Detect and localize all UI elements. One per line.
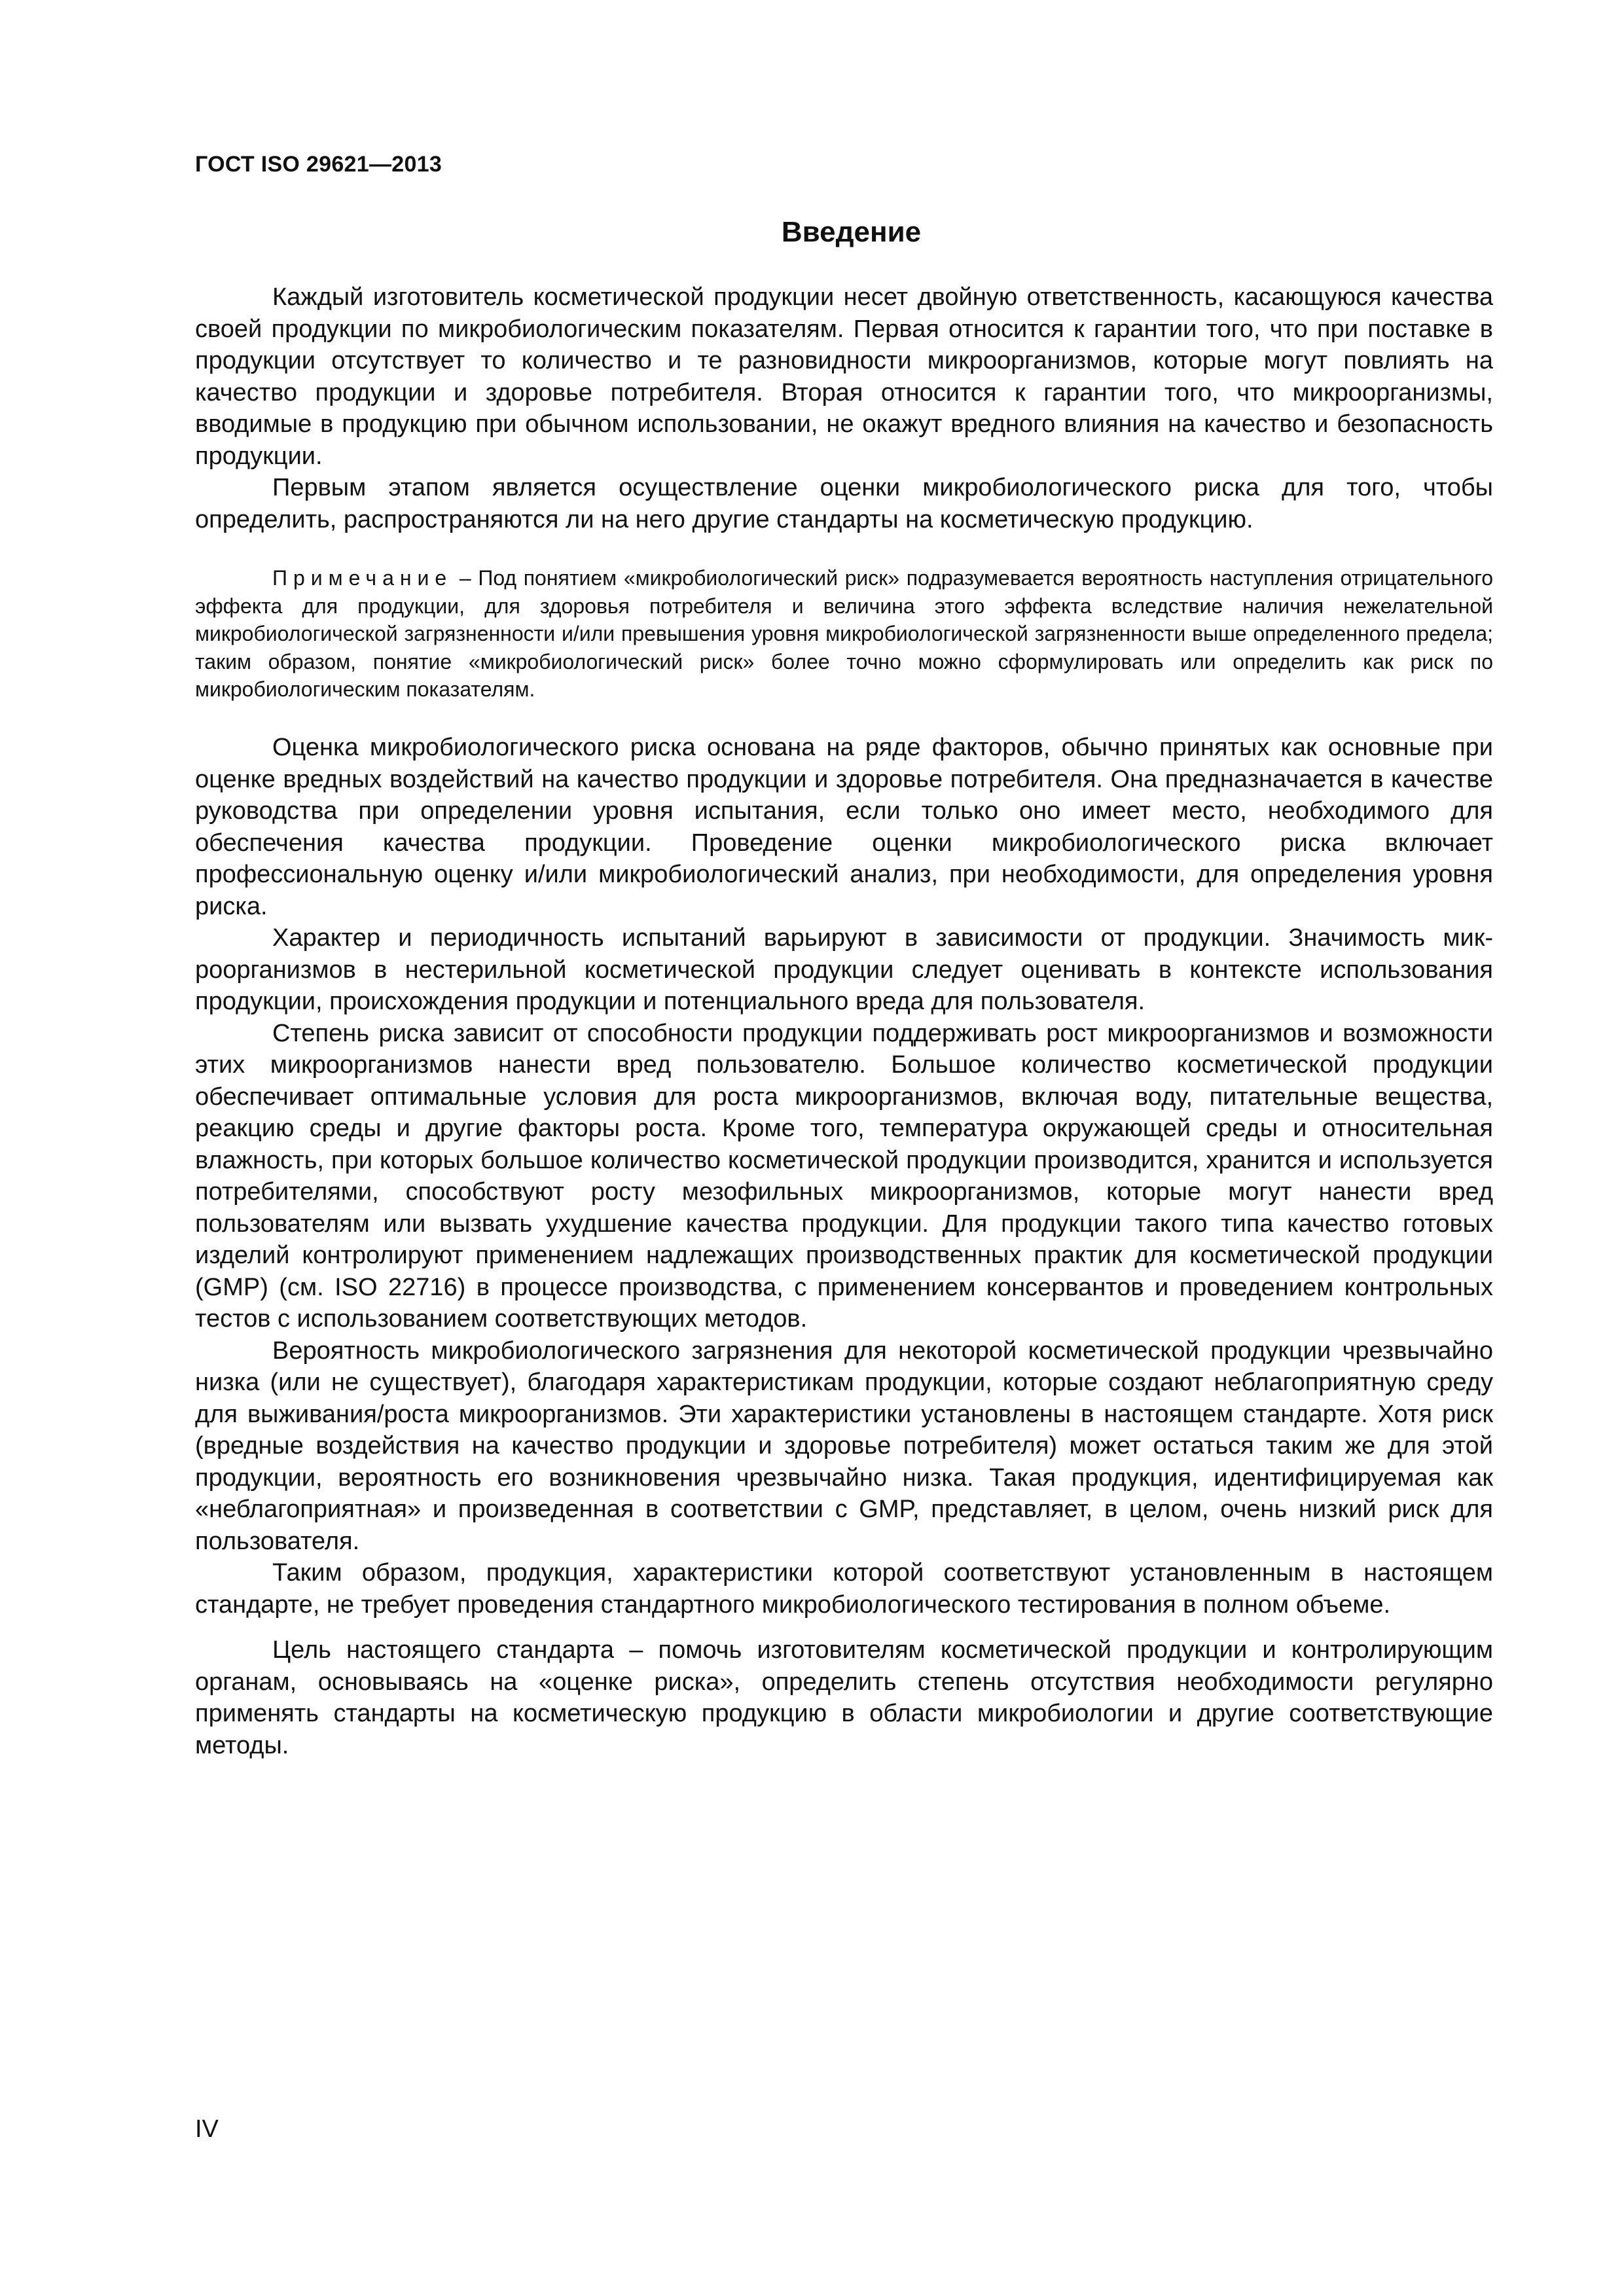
paragraph: Каждый изготовитель косметической продукции несет двойную ответственность, касающуюся качества своей продукции по микробиологическим показателям. Первая относится к гарантии того, что при поставке в продукции отсутствует то количество и те разновидности микроорганизмов, которые могут повлиять на качество продукции и здоровье потребителя. Вторая относится к гарантии того, что микроорганизмы, вводимые в продукцию при обычном использовании, не окажут вредного влияния на качество и безопасность продукции. bbox=[195, 283, 1493, 470]
paragraph: Степень риска зависит от способности продукции поддерживать рост микроорганизмов и возможности этих микроорганизмов нанести вред пользователю. Большое количество косметической продукции обеспечивает оптимальные условия для роста микроорганизмов, включая воду, питательные вещества, реакцию среды и другие факторы роста. Кроме того, температура окружающей среды и относительная влажность, при которых большое количество косметической продукции производится, хранится и используется потребителями, способствуют росту мезофильных микроорганизмов, которые могут нанести вред пользователям или вызвать ухудшение качества продукции. Для продукции такого типа качество готовых изделий контролируют применением надлежащих производственных практик для косметической продукции (GMP) (см. ISO 22716) в процессе производства, с применением консервантов и проведением контрольных тестов с использованием соответствующих методов. bbox=[195, 1019, 1493, 1333]
goal-block bbox=[195, 1634, 1493, 1761]
note-label: Примечание bbox=[272, 566, 453, 590]
paragraph: Вероятность микробиологического загрязнения для некоторой косметической продукции чрезвычайно низка (или не существует), благодаря характеристикам продукции, которые создают неблагоприятную среду для выживания/роста микроорганизмов. Эти характеристики установлены в настоящем стандарте. Хотя риск (вредные воздействия на качество продукции и здоровье потребителя) может остаться таким же для этой продукции, вероятность его возникновения чрезвычайно низка. Такая продукция, идентифицируемая как «неблагоприятная» и произведенная в соответствии с GMP, представляет, в целом, очень низкий риск для пользователя. bbox=[195, 1336, 1493, 1555]
section-title: Введение bbox=[781, 216, 922, 248]
intro-block bbox=[195, 281, 1493, 535]
paragraph: Цель настоящего стандарта – помочь изготовителям косметической продукции и контролирующим органам, основываясь на «оценке риска», определить степень отсутствия необходимости регулярно применять стандарты на косметическую продукцию в области микробиологии и другие соответствующие методы. bbox=[195, 1636, 1493, 1759]
main-block bbox=[195, 732, 1493, 1621]
note-paragraph bbox=[195, 564, 1493, 704]
note-block bbox=[195, 564, 1493, 704]
note-text: – Под понятием «микробиологический риск» подразумевается вероятность наступления отрицательного эффекта для продукции, для здоровья потребителя и величина этого эффекта вследствие наличия нежелательной микробиологической загрязненности и/или превышения уровня микробиологической загрязненности выше определенного предела; таким образом, понятие «микробиологический риск» более точно можно сформулировать или определить как риск по микробиологическим показателям. bbox=[195, 566, 1493, 701]
paragraph: Таким образом, продукция, характеристики которой соответствуют установленным в настоящем стандарте, не требует проведения стандартного микробиологического тестирования в полном объеме. bbox=[195, 1559, 1493, 1619]
document-header: ГОСТ ISO 29621—2013 bbox=[195, 152, 442, 177]
paragraph: Первым этапом является осуществление оценки микробиологического риска для того, чтобы определить, распространяются ли на него другие стандарты на косметическую продукцию. bbox=[195, 474, 1493, 533]
paragraph: Характер и периодичность испытаний варьируют в зависимости от продукции. Значимость микроорганизмов в нестерильной косметической продукции следует оценивать в контексте использования продукции, происхождения продукции и потенциального вреда для пользователя. bbox=[195, 924, 1493, 1015]
paragraph: Оценка микробиологического риска основана на ряде факторов, обычно принятых как основные при оценке вредных воздействий на качество продукции и здоровье потребителя. Она предназначается в качестве руководства при определении уровня испытания, если только оно имеет место, необходимого для обеспечения качества продукции. Проведение оценки микробиологического риска включает профессиональную оценку и/или микробиологический анализ, при необходимости, для определения уровня риска. bbox=[195, 734, 1493, 920]
page-number: IV bbox=[195, 2115, 219, 2143]
